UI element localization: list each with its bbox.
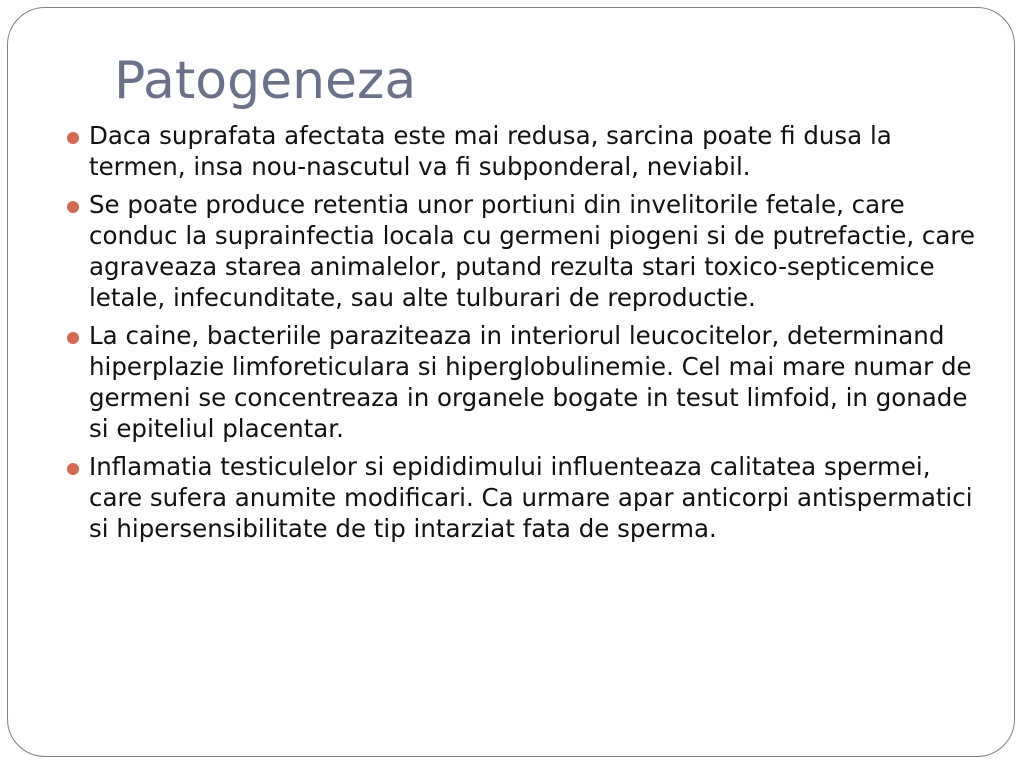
bullet-dot-icon	[67, 201, 79, 213]
bullet-item-3	[67, 320, 987, 444]
slide-title: Patogeneza	[114, 51, 417, 111]
bullet-list	[67, 120, 987, 551]
bullet-item-1	[67, 120, 987, 182]
bullet-dot-icon	[67, 332, 79, 344]
bullet-item-2	[67, 189, 987, 313]
bullet-dot-icon	[67, 132, 79, 144]
bullet-text: La caine, bacteriile paraziteaza in interiorul leucocitelor, determinand hiperplazie limforeticulara si hiperglobulinemie. Cel mai mare numar de germeni se concentreaza in organele bogate in tesut limfoid, in gonade si epiteliul placentar.	[89, 321, 972, 443]
bullet-text: Se poate produce retentia unor portiuni din invelitorile fetale, care conduc la suprainfectia locala cu germeni piogeni si de putrefactie, care agraveaza starea animalelor, putand rezulta stari toxico-septicemice letale, infecunditate, sau alte tulburari de reproductie.	[89, 190, 976, 312]
slide-frame	[7, 7, 1015, 757]
bullet-item-4	[67, 451, 987, 544]
bullet-text: Daca suprafata afectata este mai redusa, sarcina poate fi dusa la termen, insa nou-nascutul va fi subponderal, neviabil.	[89, 121, 892, 181]
bullet-text: Inflamatia testiculelor si epididimului influenteaza calitatea spermei, care sufera anumite modificari. Ca urmare apar anticorpi antispermatici si hipersensibilitate de tip intarziat fata de sperma.	[89, 452, 973, 543]
bullet-dot-icon	[67, 463, 79, 475]
